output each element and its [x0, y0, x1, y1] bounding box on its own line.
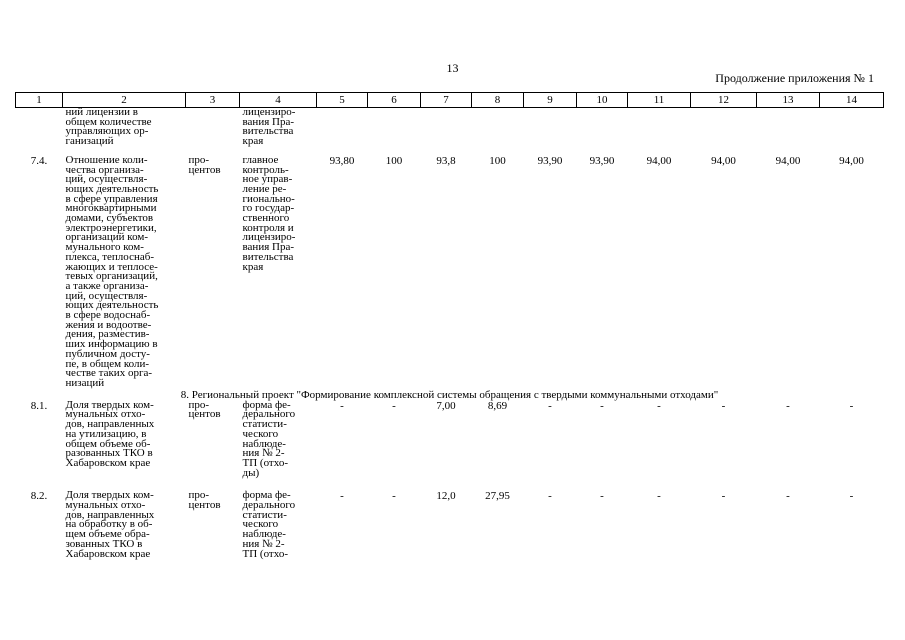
text-line: контроля и: [242, 221, 294, 234]
text-line: про-: [188, 153, 210, 166]
text-line: мунальных отхо-: [65, 499, 146, 512]
text-line: го государ-: [242, 202, 295, 215]
value-cell: 100: [385, 154, 403, 167]
text-line: Доля твердых ком-: [65, 489, 154, 502]
value-cell: 12,0: [436, 490, 456, 503]
text-line: Хабаровском крае: [65, 547, 151, 560]
value-cell: -: [600, 490, 604, 503]
text-line: мунальных отхо-: [65, 408, 146, 421]
value-cell: -: [548, 399, 552, 412]
text-line: чества организа-: [65, 163, 144, 176]
text-line: дов, направленных: [65, 418, 155, 431]
text-line: вительства: [242, 250, 294, 263]
text-line: статисти-: [242, 418, 287, 431]
value-cell: -: [721, 490, 726, 503]
section-title: 8. Региональный проект "Формирование комплексной системы обращения с твердыми коммунальными отходами": [180, 388, 719, 401]
text-line: про-: [188, 489, 210, 502]
text-line: форма фе-: [242, 489, 291, 502]
table-row: [16, 147, 884, 389]
text-line: честве таких орга-: [65, 367, 153, 380]
header-cell: 4: [240, 93, 317, 108]
text-line: а также организа-: [65, 279, 149, 292]
indicator-cell: [63, 398, 186, 479]
value-cell: 100: [489, 154, 506, 167]
text-line: гионально-: [242, 192, 295, 205]
text-line: Отношение коли-: [65, 153, 148, 166]
text-line: ТП (отхо-: [242, 547, 288, 560]
text-line: общем количестве: [65, 115, 152, 128]
text-line: зованных ТКО в: [65, 537, 143, 550]
text-line: ющих деятельность: [65, 299, 159, 312]
text-line: ганизаций: [65, 135, 114, 148]
indicator-cell: [63, 478, 186, 559]
value-cell: 93,90: [589, 154, 615, 167]
text-line: пе, в общем коли-: [65, 357, 150, 370]
text-line: Доля твердых ком-: [65, 398, 154, 411]
text-line: ций, осуществля-: [65, 173, 148, 186]
text-line: статисти-: [242, 508, 287, 521]
value-cell: -: [657, 399, 661, 412]
value-cell: -: [786, 399, 790, 412]
unit-cell: [186, 478, 240, 559]
text-line: на обработку в об-: [65, 518, 153, 531]
text-line: края: [242, 260, 264, 273]
text-line: ций, осуществля-: [65, 289, 148, 302]
text-line: управляющих ор-: [65, 125, 149, 138]
value-cell: 8,69: [487, 399, 508, 412]
value-cell: -: [786, 490, 790, 503]
value-cell: 94,00: [775, 154, 801, 167]
text-line: про-: [188, 398, 210, 411]
value-cell: -: [721, 399, 726, 412]
text-line: центов: [188, 163, 221, 176]
value-cell: -: [392, 490, 396, 503]
unit-cell: [186, 398, 240, 479]
text-line: дов, направленных: [65, 508, 155, 521]
text-line: центов: [188, 408, 221, 421]
text-line: дерального: [242, 499, 296, 512]
value-cell: -: [392, 399, 396, 412]
value-cell: 94,00: [839, 154, 864, 167]
text-line: мунального ком-: [65, 241, 144, 254]
text-line: лицензиро-: [242, 106, 296, 118]
text-line: в сфере управления: [65, 192, 158, 205]
header-cell: 7: [421, 93, 472, 108]
text-line: вания Пра-: [242, 115, 295, 128]
row-number: 8.2.: [30, 490, 48, 503]
text-line: ющих деятельность: [65, 182, 159, 195]
value-cell: -: [600, 399, 604, 412]
text-line: электроэнергетики,: [65, 221, 157, 234]
text-line: тевых организаций,: [65, 270, 158, 283]
unit-cell: [186, 147, 240, 389]
header-cell: 1: [16, 93, 63, 108]
header-cell: 12: [691, 93, 757, 108]
continuation-label: Продолжение приложения № 1: [715, 71, 874, 85]
text-line: Хабаровском крае: [65, 456, 151, 469]
text-line: главное: [242, 153, 279, 166]
text-line: плекса, теплоснаб-: [65, 250, 154, 263]
text-line: разованных ТКО в: [65, 447, 153, 460]
text-line: лицензиро-: [242, 231, 296, 244]
value-cell: -: [849, 490, 854, 503]
text-line: в сфере водоснаб-: [65, 309, 151, 322]
text-line: ших информацию в: [65, 338, 158, 351]
text-line: края: [242, 135, 264, 148]
text-line: форма фе-: [242, 398, 291, 411]
value-cell: 94,00: [711, 154, 736, 167]
header-cell: 13: [757, 93, 820, 108]
text-line: на утилизацию, в: [65, 427, 147, 440]
page-number: 13: [446, 61, 459, 75]
text-line: ния № 2-: [242, 537, 285, 550]
header-cell: 14: [820, 93, 884, 108]
text-line: ды): [242, 466, 260, 479]
text-line: домами, субъектов: [65, 212, 154, 225]
header-row: [16, 93, 884, 108]
table-row-continued: [16, 108, 884, 147]
value-cell: 93,90: [537, 154, 563, 167]
value-cell: -: [849, 399, 854, 412]
header-cell: 9: [524, 93, 577, 108]
text-line: жения и водоотве-: [65, 318, 152, 331]
text-line: контроль-: [242, 163, 289, 176]
value-cell: 94,00: [646, 154, 672, 167]
row-number: 8.1.: [30, 399, 48, 412]
text-line: наблюде-: [242, 437, 286, 450]
text-line: многоквартирными: [65, 202, 157, 215]
row-number: 7.4.: [30, 154, 48, 167]
table-row: [16, 401, 884, 479]
value-cell: 93,8: [436, 154, 456, 167]
value-cell: 7,00: [436, 399, 456, 412]
header-cell: 2: [63, 93, 186, 108]
header-cell: 6: [368, 93, 421, 108]
source-cell: [240, 108, 317, 147]
text-line: ственного: [242, 212, 290, 225]
text-line: дерального: [242, 408, 296, 421]
source-cell: [240, 478, 317, 559]
text-line: ческого: [242, 427, 279, 440]
indicator-cell: [63, 147, 186, 389]
text-line: организаций ком-: [65, 231, 149, 244]
text-line: вания Пра-: [242, 241, 295, 254]
header-cell: 5: [317, 93, 368, 108]
value-cell: 27,95: [485, 490, 510, 503]
value-cell: 93,80: [329, 154, 355, 167]
table-row: [16, 478, 884, 559]
text-line: наблюде-: [242, 528, 286, 541]
header-cell: 3: [186, 93, 240, 108]
text-line: ТП (отхо-: [242, 456, 288, 469]
header-cell: 10: [577, 93, 628, 108]
header-cell: 11: [628, 93, 691, 108]
value-cell: -: [340, 399, 344, 412]
text-line: вительства: [242, 125, 294, 138]
text-line: ния № 2-: [242, 447, 285, 460]
header-cell: 8: [472, 93, 524, 108]
value-cell: -: [340, 490, 344, 503]
text-line: щем объеме обра-: [65, 528, 150, 541]
text-line: дения, разместив-: [65, 328, 150, 341]
text-line: центов: [188, 499, 221, 512]
text-line: ческого: [242, 518, 279, 531]
indicators-table: [15, 92, 884, 559]
text-line: ление ре-: [242, 182, 287, 195]
source-cell: [240, 398, 317, 479]
value-cell: -: [657, 490, 661, 503]
text-line: ное управ-: [242, 173, 293, 186]
text-line: жающих и теплосе-: [65, 260, 158, 273]
value-cell: -: [548, 490, 552, 503]
source-cell: [240, 147, 317, 389]
text-line: низаций: [65, 376, 105, 389]
indicator-cell: [63, 108, 186, 147]
text-line: публичном досту-: [65, 347, 150, 360]
text-line: общем объеме об-: [65, 437, 151, 450]
text-line: ний лицензии в: [65, 106, 139, 118]
